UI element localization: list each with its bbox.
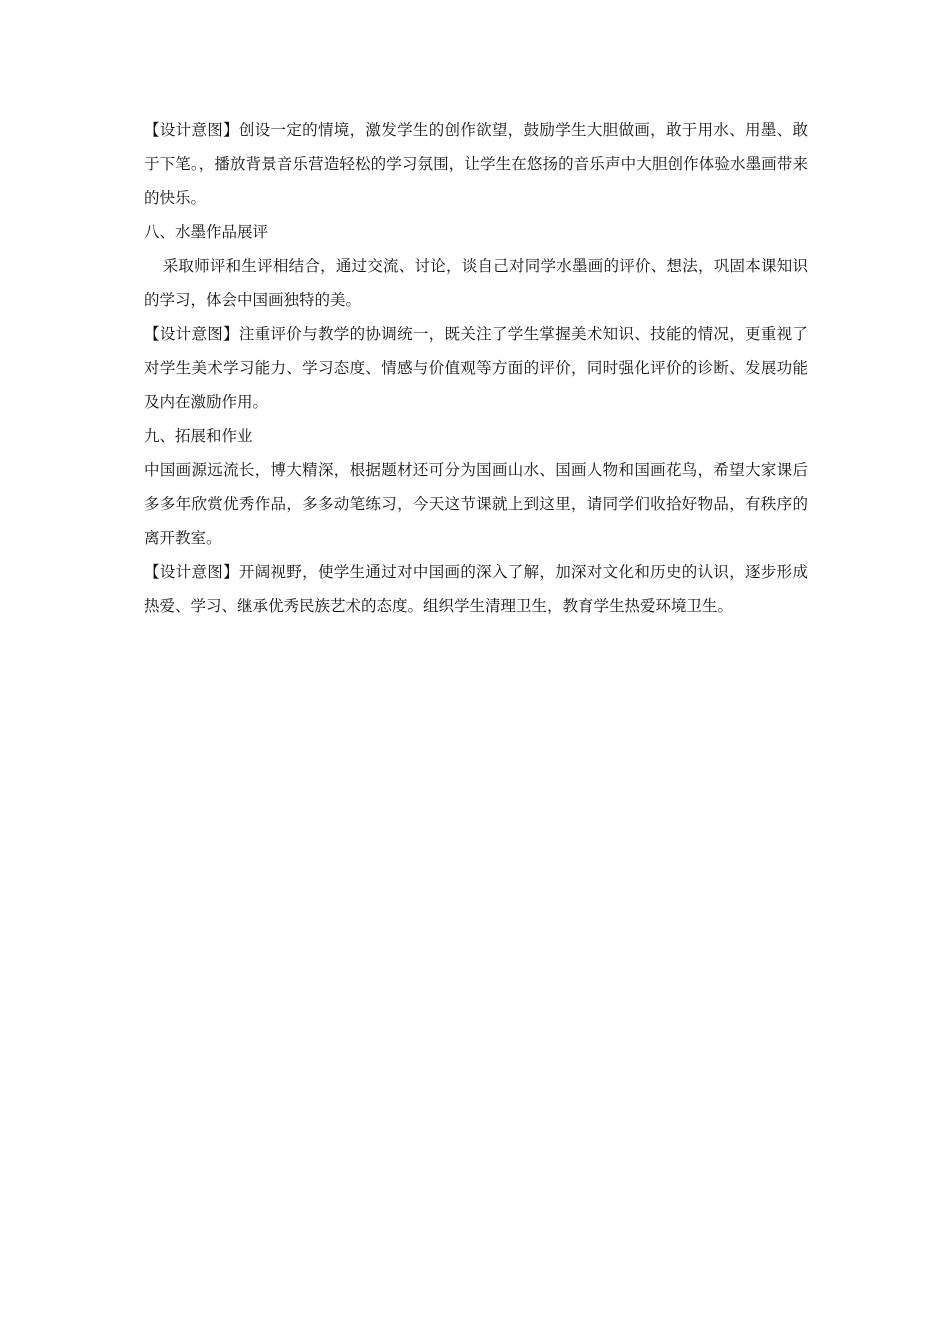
design-intent-paragraph-2: 【设计意图】注重评价与教学的协调统一，既关注了学生掌握美术知识、技能的情况，更重视了对学生美术学习能力、学习态度、情感与价值观等方面的评价，同时强化评价的诊断、发展功能及内在激励作用。 <box>144 325 808 411</box>
homework-paragraph: 中国画源远流长，博大精深，根据题材还可分为国画山水、国画人物和国画花鸟，希望大家课后多多年欣赏优秀作品，多多动笔练习，今天这节课就上到这里，请同学们收拾好物品，有秩序的离开教室。 <box>144 461 808 547</box>
design-intent-paragraph-3: 【设计意图】开阔视野，使学生通过对中国画的深入了解，加深对文化和历史的认识，逐步形成热爱、学习、继承优秀民族艺术的态度。组织学生清理卫生，教育学生热爱环境卫生。 <box>144 563 808 615</box>
document-body <box>144 113 808 623</box>
section-heading-9: 九、拓展和作业 <box>144 427 253 445</box>
evaluation-paragraph: 采取师评和生评相结合，通过交流、讨论，谈自己对同学水墨画的评价、想法，巩固本课知识的学习，体会中国画独特的美。 <box>144 257 808 309</box>
design-intent-paragraph-1: 【设计意图】创设一定的情境，激发学生的创作欲望，鼓励学生大胆做画，敢于用水、用墨、敢于下笔。，播放背景音乐营造轻松的学习氛围，让学生在悠扬的音乐声中大胆创作体验水墨画带来的快乐。 <box>144 121 808 207</box>
section-heading-8: 八、水墨作品展评 <box>144 223 269 241</box>
